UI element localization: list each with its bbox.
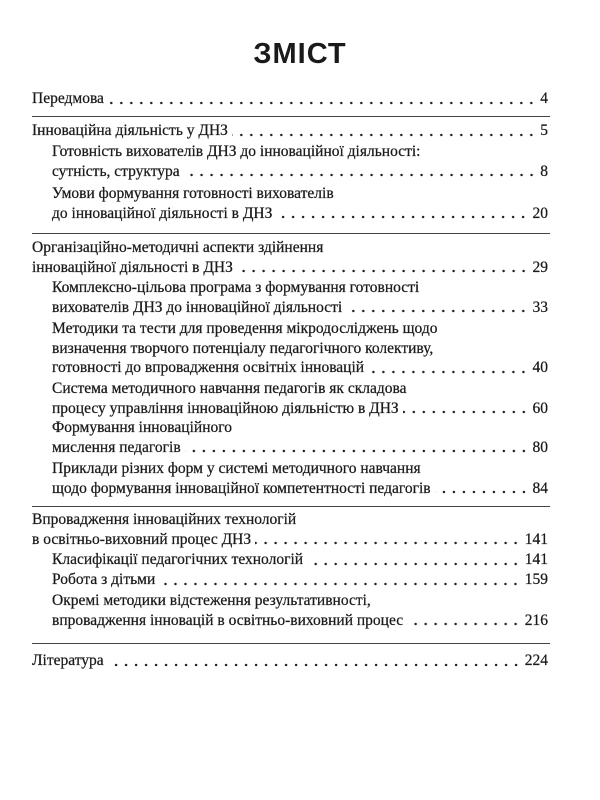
toc-page-number: 141 <box>524 551 548 568</box>
toc-entry-text: Методики та тести для проведення мікродосліджень щодо <box>52 320 438 337</box>
dot-leader <box>407 622 521 626</box>
toc-entry-text: інноваційної діяльності в ДНЗ <box>32 258 233 276</box>
toc-page-number: 60 <box>532 399 548 417</box>
toc-entry[interactable] <box>52 184 548 223</box>
toc-entry[interactable] <box>52 570 548 590</box>
toc-entry-text: готовності до впровадження освітніх інновацій <box>52 359 365 377</box>
toc-entry-text: впровадження інновацій в освітньо-виховний процес <box>52 611 404 629</box>
toc-entry-text: Умови формування готовності вихователів <box>52 185 334 202</box>
dot-leader <box>232 133 536 137</box>
toc-entry-text: Література <box>32 652 104 669</box>
section-divider <box>32 506 550 507</box>
dot-leader <box>403 410 529 414</box>
toc-page-number: 159 <box>524 571 548 588</box>
toc-page-number: 20 <box>532 204 548 222</box>
toc-page-number: 216 <box>524 611 548 629</box>
toc-entry[interactable] <box>52 142 548 181</box>
toc-entry-text: Передмова <box>32 90 104 107</box>
toc-entry[interactable] <box>32 121 548 141</box>
toc-entry-text: Формування інноваційного <box>52 419 232 436</box>
toc-entry-text: Готовність вихователів ДНЗ до інноваційної діяльності: <box>52 143 421 160</box>
toc-entry[interactable] <box>52 418 548 457</box>
toc-page-number: 29 <box>532 258 548 276</box>
toc-entry[interactable] <box>52 278 548 317</box>
toc-entry[interactable] <box>52 550 548 570</box>
toc-page-number: 5 <box>540 122 548 139</box>
toc-page-number: 33 <box>532 298 548 316</box>
toc-entry[interactable] <box>32 89 548 109</box>
dot-leader <box>346 309 528 313</box>
toc-entry[interactable] <box>52 591 548 630</box>
dot-leader <box>368 370 528 374</box>
dot-leader <box>159 582 520 586</box>
toc-entry[interactable] <box>32 510 548 549</box>
toc-page-number: 8 <box>540 162 548 180</box>
dot-leader <box>255 541 521 545</box>
dot-leader <box>307 562 521 566</box>
dot-leader <box>108 663 521 667</box>
toc-entry[interactable] <box>32 238 548 277</box>
toc-page-number: 4 <box>540 90 548 107</box>
dot-leader <box>435 490 529 494</box>
toc-entry-text: Система методичного навчання педагогів як складова <box>52 380 407 397</box>
toc-entry-text: до інноваційної діяльності в ДНЗ <box>52 204 273 222</box>
toc-entry[interactable] <box>52 379 548 418</box>
toc-entry-text: в освітньо-виховний процес ДНЗ <box>32 530 252 548</box>
toc-entry-text: Організаційно-методичні аспекти здійнення <box>32 239 324 256</box>
toc-entry-text: щодо формування інноваційної компетентності педагогів <box>52 479 431 497</box>
toc-entry[interactable] <box>52 459 548 498</box>
toc-page-number: 80 <box>532 438 548 456</box>
dot-leader <box>276 215 528 219</box>
toc-page-number: 141 <box>524 530 548 548</box>
toc-entry[interactable] <box>32 651 548 671</box>
toc-entry-text: Робота з дітьми <box>52 571 156 588</box>
toc-page-number: 224 <box>524 652 548 669</box>
toc-entry-text: Інноваційна діяльність у ДНЗ <box>32 122 228 139</box>
toc-entry-text: процесу управління інноваційною діяльністю в ДНЗ <box>52 399 399 417</box>
toc-entry-text: вихователів ДНЗ до інноваційної діяльності <box>52 298 343 316</box>
toc-page-number: 84 <box>532 479 548 497</box>
toc-entry-text: мислення педагогів <box>52 438 181 456</box>
toc-entry-text: сутність, структура <box>52 162 180 180</box>
toc-entry-text: Комплексно-цільова програма з формування готовності <box>52 279 420 296</box>
dot-leader <box>185 449 529 453</box>
toc-entry-text: визначення творчого потенціалу педагогічного колективу, <box>52 339 434 357</box>
toc-entry-text: Окремі методики відстеження результативності, <box>52 592 371 609</box>
toc-entry-text: Приклади різних форм у системі методичного навчання <box>52 460 421 477</box>
toc-entry-text: Класифікації педагогічних технологій <box>52 551 304 568</box>
dot-leader <box>237 269 529 273</box>
toc-entry[interactable] <box>52 319 548 378</box>
section-divider <box>32 116 550 117</box>
toc-page-number: 40 <box>532 359 548 377</box>
section-divider <box>32 233 550 234</box>
section-divider <box>32 643 550 644</box>
page-title: ЗМІСТ <box>253 38 347 70</box>
dot-leader <box>184 173 537 177</box>
toc-entry-text: Впровадження інноваційних технологій <box>32 511 297 528</box>
dot-leader <box>108 101 536 105</box>
